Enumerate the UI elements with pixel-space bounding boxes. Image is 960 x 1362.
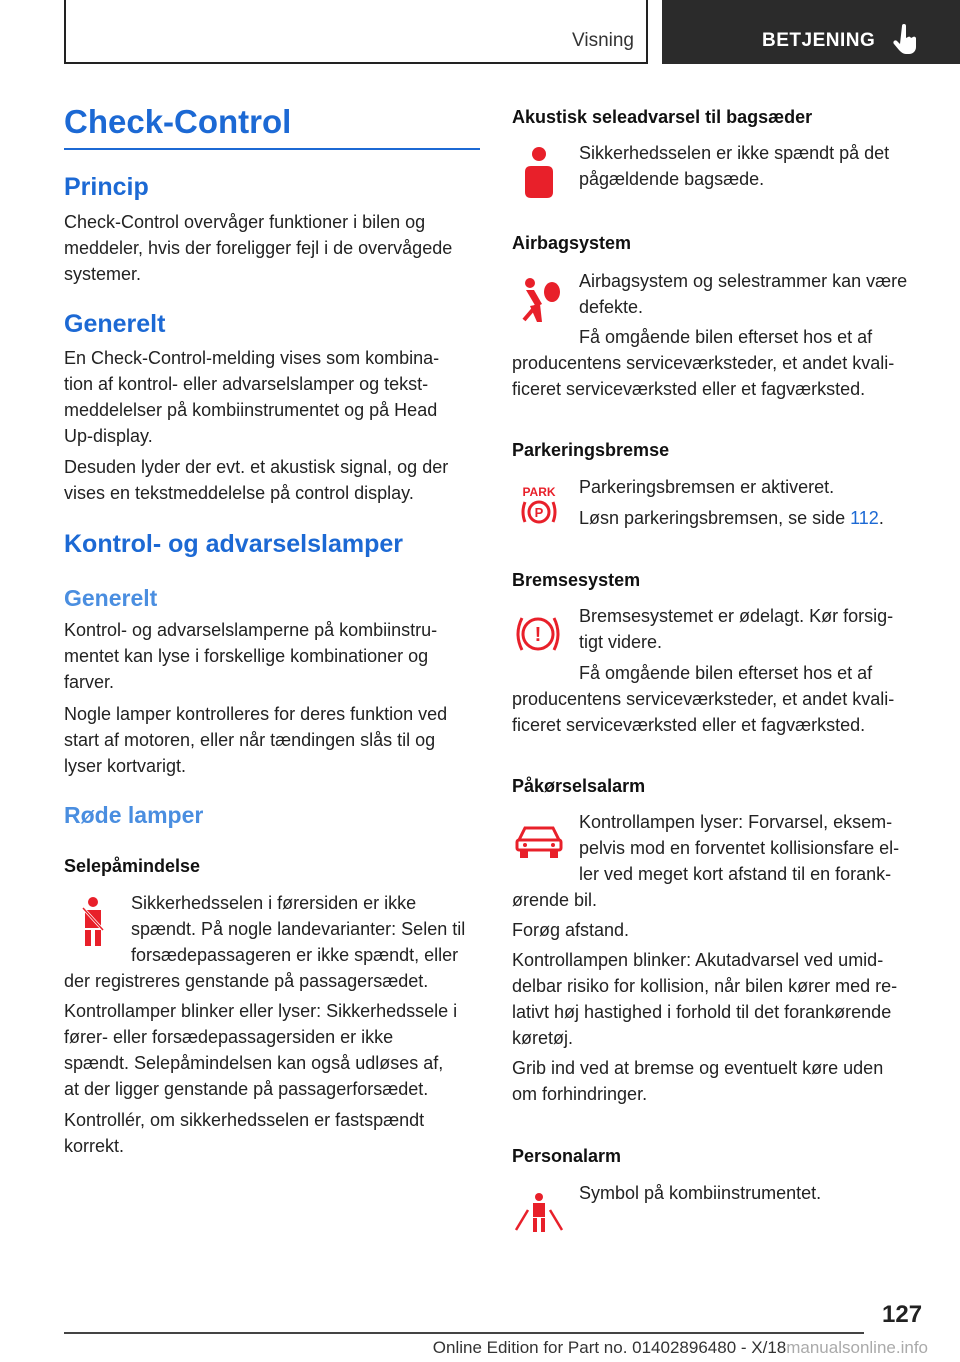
- park-text-2: Løsn parkeringsbremsen, se side 112.: [579, 508, 884, 528]
- generelt-text-2: Desuden lyder der evt. et akustisk signal, og der vises en tekstmeddelelse på control display.: [64, 457, 449, 503]
- paakoer-text-3: Kontrollampen blinker: Akutadvarsel ved umid- delbar risiko for kollision, når bilen kører med re- lativt høj hastighed i forhold til det forankørende køretøj.: [512, 950, 898, 1048]
- generelt-text-1: En Check-Control-melding vises som kombina- tion af kontrol- eller advarselslamper og tekst- meddelelser på kombiinstrumentet og på Head Up-display.: [64, 348, 440, 446]
- brake-system-icon: [515, 614, 561, 654]
- pedestrian-warning-icon: [514, 1192, 564, 1234]
- footer-edition-text: Online Edition for Part no. 01402896480 - X/18: [432, 1338, 787, 1357]
- page-reference-link[interactable]: 112: [850, 508, 879, 528]
- footer-rule: [64, 1332, 864, 1334]
- paakoer-text: Kontrollampen lyser: Forvarsel, eksem- pelvis mod en forventet kollisionsfare el- ler ved meget kort afstand til en forank-: [579, 812, 900, 884]
- airbag-text: Airbagsystem og selestrammer kan være defekte.: [579, 271, 908, 317]
- footer-watermark: manualsonline.info: [786, 1338, 928, 1357]
- princip-text: Check-Control overvåger funktioner i bilen og meddeler, hvis der foreligger fejl i de overvågede systemer.: [64, 212, 453, 284]
- sele-text-3: Kontrollér, om sikkerhedsselen er fastspændt korrekt.: [64, 1110, 425, 1156]
- footer-edition: [64, 1338, 928, 1358]
- brems-text: Bremsesystemet er ødelagt. Kør forsig- tigt videre.: [579, 606, 894, 652]
- park-text: Parkeringsbremsen er aktiveret.: [579, 477, 835, 497]
- airbag-warning-icon: [520, 276, 564, 324]
- svg-text:P: P: [534, 505, 544, 520]
- heading-generelt: Generelt: [64, 310, 166, 338]
- svg-text:!: !: [534, 624, 542, 646]
- brems-text-cont: producentens serviceværksteder, et andet kvali- ficeret serviceværksted eller et fagværksted.: [512, 689, 895, 735]
- paakoer-text-2: Forøg afstand.: [512, 920, 630, 940]
- airbag-text-2: Få omgående bilen efterset hos et af: [579, 327, 873, 347]
- heading-airbag: Airbagsystem: [512, 233, 632, 253]
- header-section-tab[interactable]: [64, 0, 648, 64]
- title-rule: [64, 148, 480, 150]
- lamper-text-2: Nogle lamper kontrolleres for deres funktion ved start af motoren, eller når tændingen slås til og lyser kortvarigt.: [64, 704, 448, 776]
- seatbelt-reminder-icon: [78, 896, 108, 948]
- heading-akustisk: Akustisk seleadvarsel til bagsæder: [512, 107, 813, 127]
- sele-text-2: Kontrollamper blinker eller lyser: Sikkerhedssele i fører- eller forsædepassagersiden er ikke spændt. Selepåmindelsen kan også udløses af, at der ligger genstande på passagerforsædet.: [64, 1001, 458, 1099]
- heading-roede-lamper: Røde lamper: [64, 802, 204, 828]
- left-column: [64, 100, 480, 150]
- brems-text-2: Få omgående bilen efterset hos et af: [579, 663, 873, 683]
- rear-seatbelt-icon: [522, 146, 556, 198]
- heading-princip: Princip: [64, 173, 149, 201]
- paakoer-text-4: Grib ind ved at bremse og eventuelt køre uden om forhindringer.: [512, 1058, 884, 1104]
- parking-brake-icon: [517, 484, 561, 526]
- akustisk-text: Sikkerhedsselen er ikke spændt på det pågældende bagsæde.: [579, 143, 890, 189]
- collision-warning-icon: [515, 824, 563, 860]
- page-number: 127: [882, 1301, 923, 1328]
- sele-text: Sikkerhedsselen i førersiden er ikke spændt. På nogle landevarianter: Selen til forsædepassageren er ikke spændt, eller: [131, 893, 466, 965]
- subheading-generelt: Generelt: [64, 585, 158, 611]
- svg-text:PARK: PARK: [522, 485, 556, 499]
- header-chapter-label: BETJENING: [762, 30, 876, 51]
- heading-paakoersel: Påkørselsalarm: [512, 776, 646, 796]
- heading-selepaamindelse: Selepåmindelse: [64, 856, 201, 876]
- airbag-text-cont: producentens serviceværksteder, et andet kvali- ficeret serviceværksted eller et fagværksted.: [512, 353, 895, 399]
- paakoer-text-cont: ørende bil.: [512, 890, 598, 910]
- heading-lamper: Kontrol- og advarselslamper: [64, 530, 403, 558]
- hand-pointer-icon: [893, 24, 919, 56]
- person-text: Symbol på kombiinstrumentet.: [579, 1183, 822, 1203]
- heading-park: Parkeringsbremse: [512, 440, 670, 460]
- heading-brems: Bremsesystem: [512, 570, 641, 590]
- page-title: Check-Control: [64, 103, 292, 140]
- sele-text-cont: der registreres genstande på passagersædet.: [64, 971, 429, 991]
- lamper-text-1: Kontrol- og advarselslamperne på kombiinstru- mentet kan lyse i forskellige kombinationer og farver.: [64, 620, 438, 692]
- header-section-label: Visning: [572, 30, 634, 51]
- heading-personalarm: Personalarm: [512, 1146, 622, 1166]
- header-chapter-tab[interactable]: [662, 0, 960, 64]
